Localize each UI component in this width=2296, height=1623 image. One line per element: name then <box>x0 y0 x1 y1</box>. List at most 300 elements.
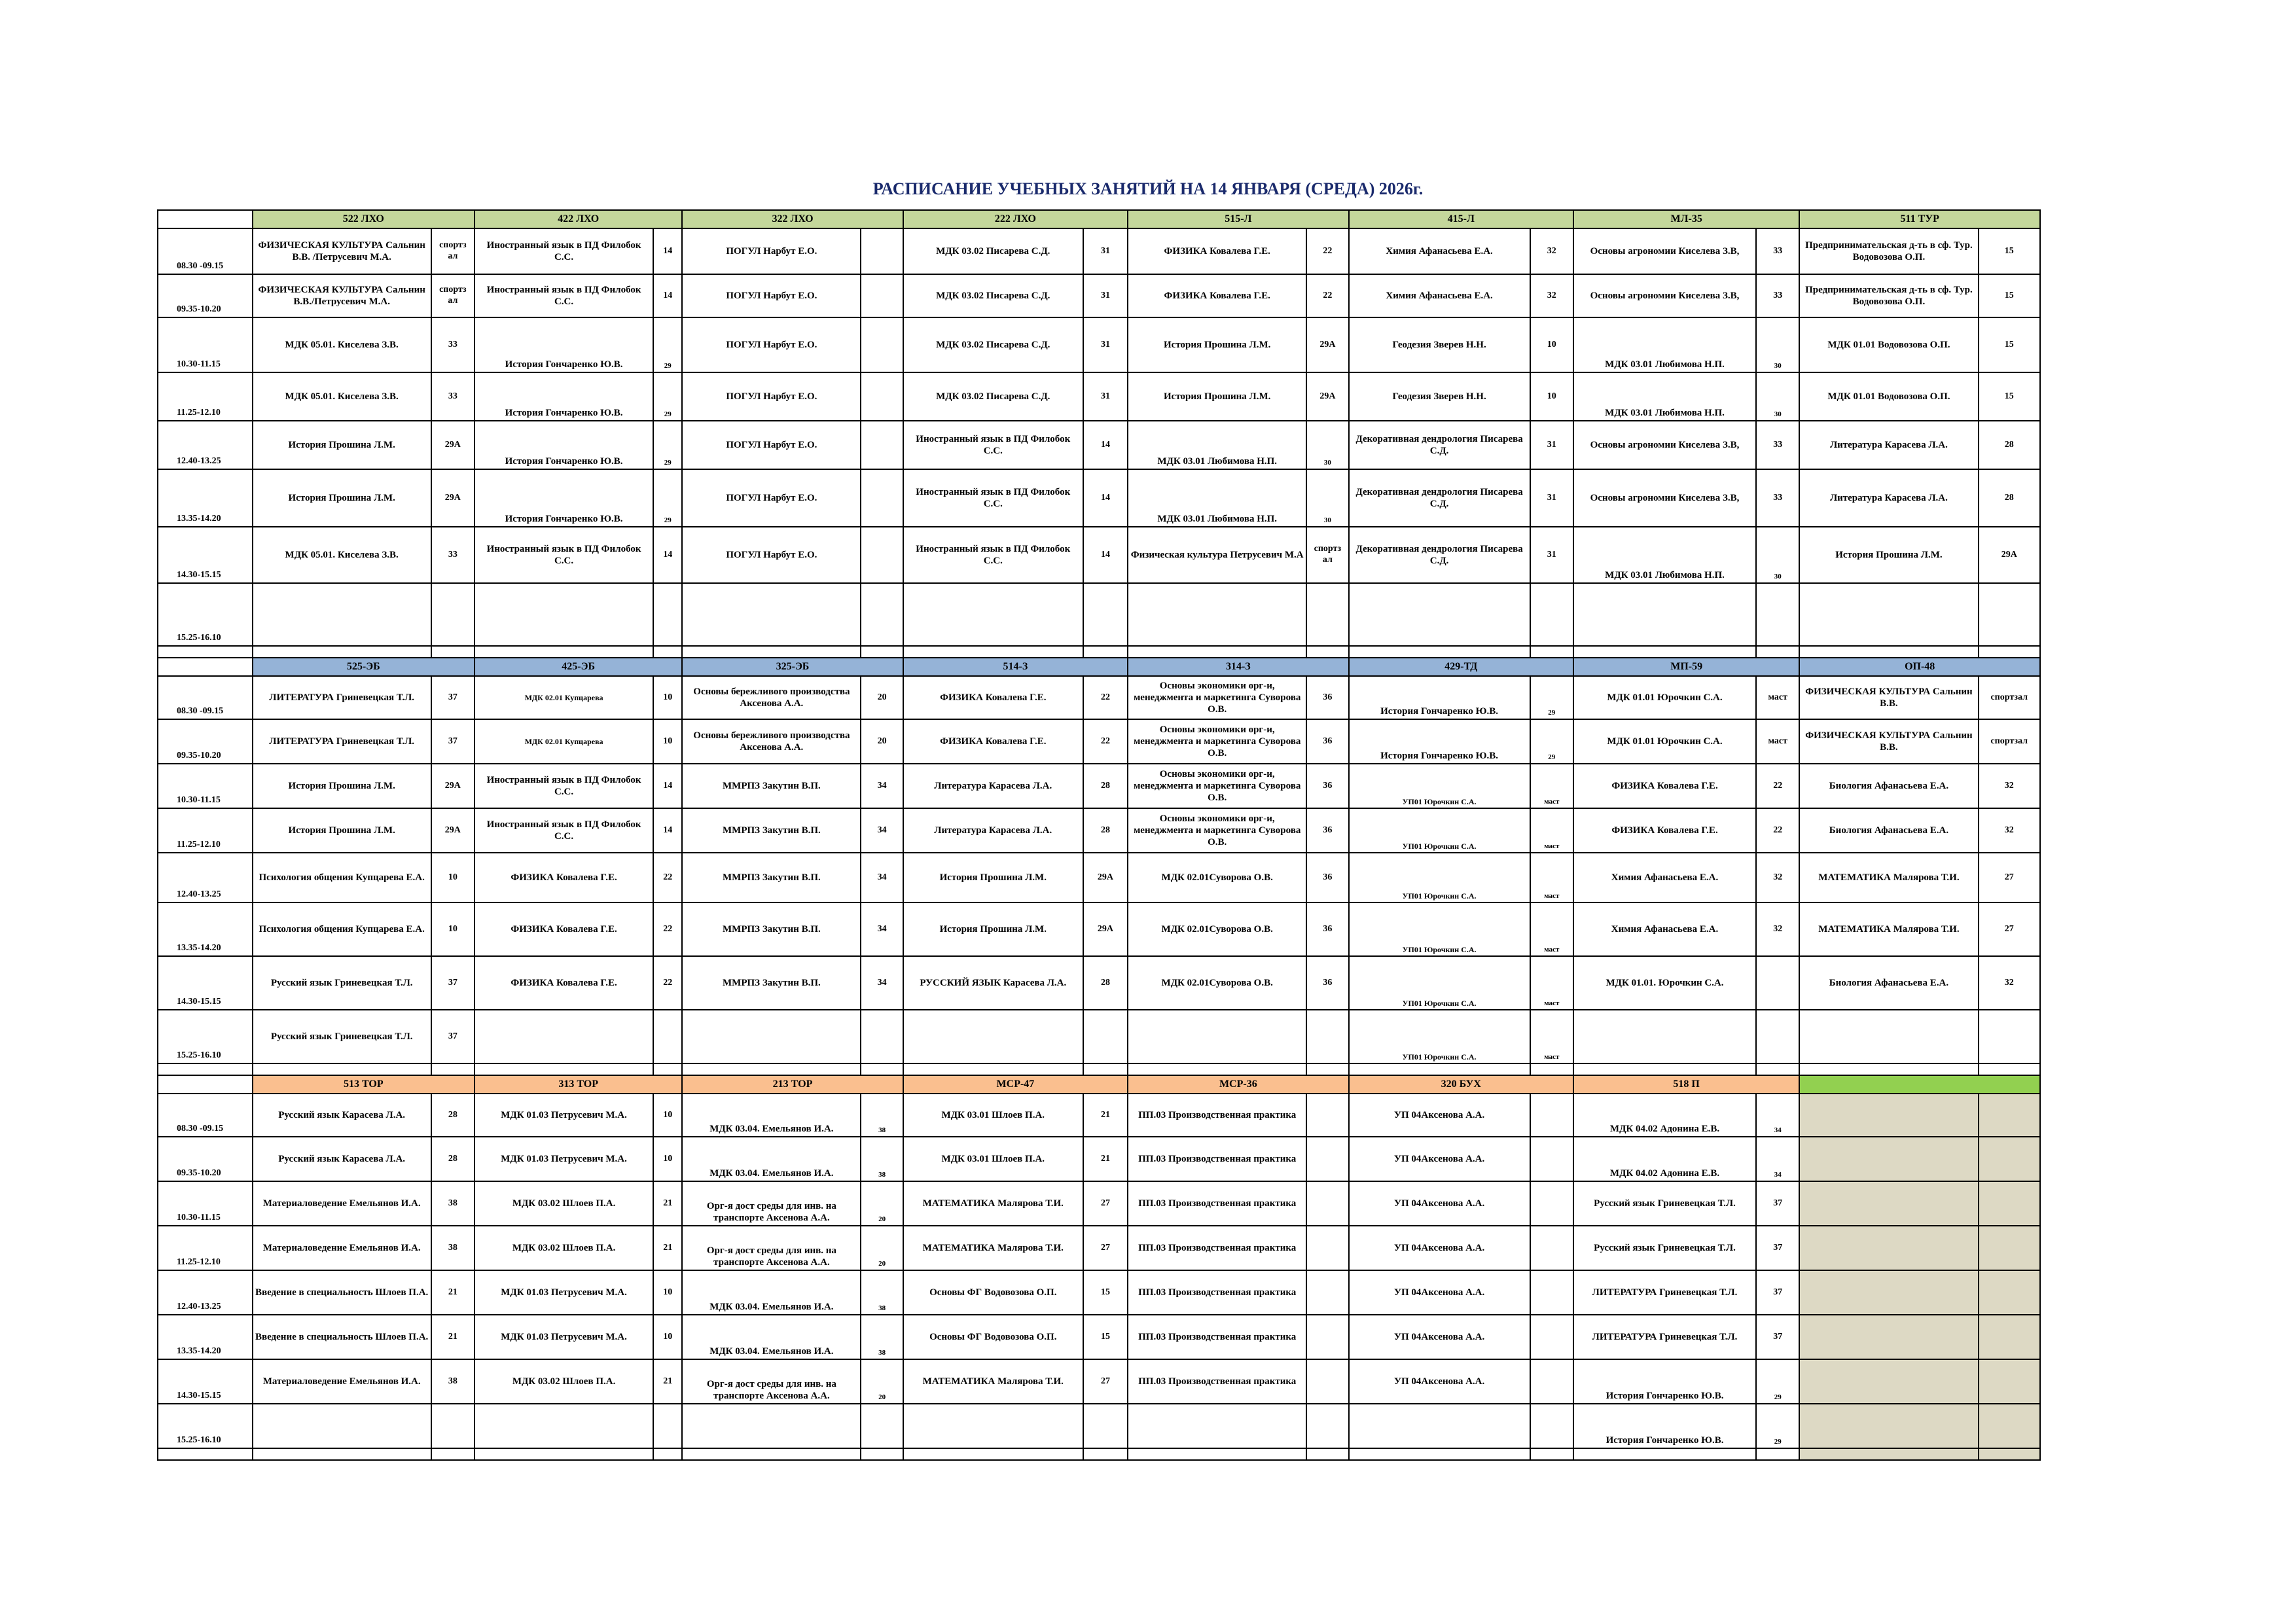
lesson-room: 30 <box>1756 527 1799 583</box>
lesson-subject <box>903 583 1083 646</box>
lesson-room: 33 <box>1756 421 1799 469</box>
spacer-cell <box>475 646 653 658</box>
lesson-room <box>861 421 903 469</box>
lesson-subject <box>682 1404 861 1448</box>
lesson-row <box>158 1270 2040 1315</box>
lesson-subject: Основы бережливого производства Аксенова А.А. <box>682 719 861 764</box>
lesson-row <box>158 1010 2040 1063</box>
group-header-row <box>158 658 2040 676</box>
lesson-subject: История Прошина Л.М. <box>1128 372 1306 421</box>
lesson-time: 15.25-16.10 <box>158 1010 253 1063</box>
lesson-subject: ЛИТЕРАТУРА Гриневецкая Т.Л. <box>1573 1315 1756 1359</box>
spacer-cell <box>653 646 682 658</box>
lesson-subject: История Гончаренко Ю.В. <box>475 421 653 469</box>
lesson-room <box>1756 956 1799 1010</box>
lesson-room: 20 <box>861 719 903 764</box>
lesson-subject: УП 04Аксенова А.А. <box>1349 1315 1530 1359</box>
lesson-subject: МДК 01.03 Петрусевич М.А. <box>475 1137 653 1181</box>
lesson-room: 32 <box>1756 853 1799 902</box>
lesson-subject: ММРПЗ Закутин В.П. <box>682 853 861 902</box>
lesson-time: 13.35-14.20 <box>158 469 253 527</box>
lesson-subject: МДК 03.01 Любимова Н.П. <box>1573 317 1756 372</box>
lesson-row <box>158 1315 2040 1359</box>
lesson-room: 22 <box>1756 808 1799 853</box>
lesson-subject: История Гончаренко Ю.В. <box>475 317 653 372</box>
lesson-room: 36 <box>1306 764 1348 808</box>
lesson-room: спортз ал <box>431 274 475 317</box>
lesson-room: 29 <box>1530 719 1573 764</box>
lesson-room: 30 <box>1756 372 1799 421</box>
lesson-subject: Русский язык Гриневецкая Т.Л. <box>253 1010 431 1063</box>
lesson-room: 22 <box>1083 719 1128 764</box>
lesson-room: 32 <box>1530 228 1573 274</box>
lesson-room: 22 <box>1306 274 1348 317</box>
lesson-subject: МДК 04.02 Адонина Е.В. <box>1573 1094 1756 1137</box>
lesson-subject: МДК 01.01 Водовозова О.П. <box>1799 372 1978 421</box>
lesson-subject: Русский язык Гриневецкая Т.Л. <box>1573 1181 1756 1226</box>
lesson-subject: МДК 03.01 Шлоев П.А. <box>903 1137 1083 1181</box>
group-name: 425-ЭБ <box>475 658 682 676</box>
spacer-cell <box>682 646 861 658</box>
spacer-cell <box>475 1448 653 1460</box>
lesson-room: 36 <box>1306 902 1348 956</box>
lesson-room: 28 <box>431 1137 475 1181</box>
lesson-subject: ПОГУЛ Нарбут Е.О. <box>682 421 861 469</box>
lesson-time: 12.40-13.25 <box>158 421 253 469</box>
lesson-room <box>861 1010 903 1063</box>
lesson-subject: ПОГУЛ Нарбут Е.О. <box>682 527 861 583</box>
lesson-subject: Русский язык Карасева Л.А. <box>253 1137 431 1181</box>
lesson-room: 33 <box>431 372 475 421</box>
lesson-room: спортз ал <box>1306 527 1348 583</box>
lesson-room: 27 <box>1979 902 2041 956</box>
lesson-room <box>1530 1270 1573 1315</box>
group-name: 322 ЛХО <box>682 210 903 228</box>
lesson-subject: МДК 01.03 Петрусевич М.А. <box>475 1094 653 1137</box>
group-name: 518 П <box>1573 1075 1799 1094</box>
lesson-subject: ПП.03 Производственная практика <box>1128 1137 1306 1181</box>
lesson-subject: МДК 02.01Суворова О.В. <box>1128 853 1306 902</box>
lesson-time: 09.35-10.20 <box>158 1137 253 1181</box>
lesson-room <box>1306 1010 1348 1063</box>
lesson-room: 29А <box>431 469 475 527</box>
lesson-room: 29А <box>1306 317 1348 372</box>
lesson-room: 33 <box>431 317 475 372</box>
lesson-room: 14 <box>653 274 682 317</box>
lesson-room: 14 <box>653 228 682 274</box>
lesson-room: 36 <box>1306 676 1348 719</box>
lesson-room: 31 <box>1083 228 1128 274</box>
lesson-subject: МДК 03.01 Любимова Н.П. <box>1128 469 1306 527</box>
lesson-room: 29А <box>1083 853 1128 902</box>
lesson-subject: УП01 Юрочкин С.А. <box>1349 902 1530 956</box>
lesson-subject: УП 04Аксенова А.А. <box>1349 1094 1530 1137</box>
lesson-subject: УП 04Аксенова А.А. <box>1349 1359 1530 1404</box>
lesson-subject: Предпринимательская д-ть в сф. Тур. Водовозова О.П. <box>1799 228 1978 274</box>
lesson-subject: МДК 03.01 Любимова Н.П. <box>1573 527 1756 583</box>
lesson-room: 21 <box>1083 1137 1128 1181</box>
lesson-room <box>431 1404 475 1448</box>
lesson-row <box>158 1359 2040 1404</box>
lesson-subject: МДК 03.01 Шлоев П.А. <box>903 1094 1083 1137</box>
lesson-room: 29 <box>653 317 682 372</box>
block-spacer-row <box>158 1063 2040 1075</box>
group-name: 415-Л <box>1349 210 1573 228</box>
lesson-subject: Биология Афанасьева Е.А. <box>1799 956 1978 1010</box>
lesson-time: 13.35-14.20 <box>158 902 253 956</box>
lesson-subject: ФИЗИКА Ковалева Г.Е. <box>1128 274 1306 317</box>
lesson-subject: УП 04Аксенова А.А. <box>1349 1137 1530 1181</box>
block-spacer-row <box>158 1448 2040 1460</box>
lesson-subject: МДК 01.03 Петрусевич М.А. <box>475 1315 653 1359</box>
lesson-subject: Иностранный язык в ПД Филобок С.С. <box>475 764 653 808</box>
lesson-room: 20 <box>861 1359 903 1404</box>
lesson-subject <box>682 1010 861 1063</box>
lesson-subject: ПОГУЛ Нарбут Е.О. <box>682 469 861 527</box>
lesson-room: 15 <box>1979 317 2041 372</box>
lesson-subject: Орг-я дост среды для инв. на транспорте Аксенова А.А. <box>682 1181 861 1226</box>
lesson-room <box>653 1404 682 1448</box>
lesson-room: маст <box>1756 719 1799 764</box>
lesson-subject: История Гончаренко Ю.В. <box>475 372 653 421</box>
lesson-room: 34 <box>1756 1137 1799 1181</box>
spacer-cell <box>1799 646 1978 658</box>
lesson-room: 10 <box>431 902 475 956</box>
lesson-subject: МДК 03.02 Шлоев П.А. <box>475 1359 653 1404</box>
lesson-time: 10.30-11.15 <box>158 764 253 808</box>
lesson-subject: Введение в специальность Шлоев П.А. <box>253 1270 431 1315</box>
lesson-subject: УП01 Юрочкин С.А. <box>1349 956 1530 1010</box>
lesson-subject: МДК 03.02 Шлоев П.А. <box>475 1226 653 1270</box>
lesson-room: 34 <box>861 808 903 853</box>
block-spacer-row <box>158 646 2040 658</box>
lesson-subject <box>1128 1010 1306 1063</box>
lesson-subject: История Прошина Л.М. <box>253 469 431 527</box>
lesson-subject <box>1799 1094 1978 1137</box>
spacer-cell <box>431 1448 475 1460</box>
lesson-subject: История Прошина Л.М. <box>1799 527 1978 583</box>
lesson-subject: ММРПЗ Закутин В.П. <box>682 808 861 853</box>
lesson-room <box>1756 1010 1799 1063</box>
spacer-cell <box>1979 646 2041 658</box>
lesson-subject: УП01 Юрочкин С.А. <box>1349 853 1530 902</box>
lesson-subject: УП01 Юрочкин С.А. <box>1349 764 1530 808</box>
lesson-room: 14 <box>1083 527 1128 583</box>
lesson-room <box>1530 1181 1573 1226</box>
lesson-room: 28 <box>1979 421 2041 469</box>
lesson-subject: Химия Афанасьева Е.А. <box>1349 228 1530 274</box>
lesson-time: 12.40-13.25 <box>158 853 253 902</box>
spacer-cell <box>1530 1063 1573 1075</box>
lesson-room: 21 <box>431 1315 475 1359</box>
lesson-subject: МДК 01.01 Юрочкин С.А. <box>1573 719 1756 764</box>
lesson-room: 29А <box>431 421 475 469</box>
lesson-subject: Материаловедение Емельянов И.А. <box>253 1181 431 1226</box>
lesson-row <box>158 719 2040 764</box>
lesson-room: 10 <box>653 1137 682 1181</box>
group-name: 525-ЭБ <box>253 658 475 676</box>
lesson-subject <box>1799 1359 1978 1404</box>
lesson-subject <box>475 583 653 646</box>
lesson-subject <box>253 1404 431 1448</box>
spacer-cell <box>1306 646 1348 658</box>
spacer-cell <box>1128 1063 1306 1075</box>
lesson-row <box>158 421 2040 469</box>
lesson-subject: Русский язык Гриневецкая Т.Л. <box>1573 1226 1756 1270</box>
lesson-room <box>1083 583 1128 646</box>
lesson-room: 21 <box>1083 1094 1128 1137</box>
lesson-room: 29 <box>1756 1404 1799 1448</box>
lesson-room: 29 <box>653 372 682 421</box>
lesson-room <box>1979 1181 2041 1226</box>
lesson-time: 14.30-15.15 <box>158 956 253 1010</box>
lesson-subject: ФИЗИЧЕСКАЯ КУЛЬТУРА Сальнин В.В./Петрусевич М.А. <box>253 274 431 317</box>
lesson-time: 12.40-13.25 <box>158 1270 253 1315</box>
spacer-cell <box>861 646 903 658</box>
lesson-room: 28 <box>1979 469 2041 527</box>
lesson-room: 10 <box>653 1315 682 1359</box>
lesson-subject <box>1799 1137 1978 1181</box>
lesson-time: 15.25-16.10 <box>158 1404 253 1448</box>
lesson-subject: МАТЕМАТИКА Малярова Т.И. <box>1799 902 1978 956</box>
lesson-subject: История Гончаренко Ю.В. <box>1349 676 1530 719</box>
spacer-cell <box>861 1448 903 1460</box>
lesson-room: 22 <box>653 956 682 1010</box>
lesson-subject: Иностранный язык в ПД Филобок С.С. <box>475 527 653 583</box>
lesson-subject: История Прошина Л.М. <box>253 764 431 808</box>
lesson-subject: Биология Афанасьева Е.А. <box>1799 808 1978 853</box>
lesson-subject <box>1349 583 1530 646</box>
lesson-room: 31 <box>1083 317 1128 372</box>
lesson-room: 20 <box>861 676 903 719</box>
lesson-room: 34 <box>861 902 903 956</box>
lesson-subject: ПОГУЛ Нарбут Е.О. <box>682 372 861 421</box>
group-name: МСР-36 <box>1128 1075 1348 1094</box>
lesson-room <box>1306 1181 1348 1226</box>
spacer-cell <box>903 1063 1083 1075</box>
lesson-room: спортз ал <box>431 228 475 274</box>
lesson-time: 08.30 -09.15 <box>158 228 253 274</box>
lesson-room <box>861 372 903 421</box>
group-name: 511 ТУР <box>1799 210 2040 228</box>
lesson-room: 38 <box>431 1359 475 1404</box>
lesson-subject: МДК 01.01. Юрочкин С.А. <box>1573 956 1756 1010</box>
lesson-room: 38 <box>861 1315 903 1359</box>
lesson-subject: МАТЕМАТИКА Малярова Т.И. <box>903 1359 1083 1404</box>
lesson-subject: ФИЗИКА Ковалева Г.Е. <box>1128 228 1306 274</box>
lesson-subject: ФИЗИЧЕСКАЯ КУЛЬТУРА Сальнин В.В. <box>1799 676 1978 719</box>
lesson-subject: МАТЕМАТИКА Малярова Т.И. <box>903 1181 1083 1226</box>
lesson-subject: Основы бережливого производства Аксенова А.А. <box>682 676 861 719</box>
group-name: 429-ТД <box>1349 658 1573 676</box>
lesson-subject: Основы агрономии Киселева З.В, <box>1573 421 1756 469</box>
lesson-time: 08.30 -09.15 <box>158 1094 253 1137</box>
lesson-subject: История Гончаренко Ю.В. <box>1573 1359 1756 1404</box>
group-name: МП-59 <box>1573 658 1799 676</box>
lesson-room: 36 <box>1306 956 1348 1010</box>
lesson-subject: ЛИТЕРАТУРА Гриневецкая Т.Л. <box>1573 1270 1756 1315</box>
spacer-cell <box>1128 1448 1306 1460</box>
lesson-subject: История Гончаренко Ю.В. <box>1349 719 1530 764</box>
lesson-subject: МАТЕМАТИКА Малярова Т.И. <box>903 1226 1083 1270</box>
lesson-subject: ФИЗИКА Ковалева Г.Е. <box>903 676 1083 719</box>
lesson-room <box>1979 1137 2041 1181</box>
lesson-room <box>1530 1137 1573 1181</box>
spacer-cell <box>653 1063 682 1075</box>
lesson-room: 33 <box>431 527 475 583</box>
lesson-subject: Орг-я дост среды для инв. на транспорте Аксенова А.А. <box>682 1359 861 1404</box>
lesson-subject: МДК 03.04. Емельянов И.А. <box>682 1315 861 1359</box>
lesson-room: 36 <box>1306 719 1348 764</box>
lesson-subject: История Прошина Л.М. <box>253 808 431 853</box>
lesson-room: 29А <box>431 808 475 853</box>
lesson-subject: Иностранный язык в ПД Филобок С.С. <box>475 228 653 274</box>
group-header-row <box>158 1075 2040 1094</box>
lesson-room <box>861 583 903 646</box>
spacer-cell <box>1573 1448 1756 1460</box>
lesson-subject: Иностранный язык в ПД Филобок С.С. <box>903 421 1083 469</box>
lesson-subject <box>1799 1270 1978 1315</box>
group-name: ОП-48 <box>1799 658 2040 676</box>
group-name: МЛ-35 <box>1573 210 1799 228</box>
lesson-subject: Литература Карасева Л.А. <box>1799 421 1978 469</box>
lesson-subject: Основы ФГ Водовозова О.П. <box>903 1315 1083 1359</box>
lesson-room: 14 <box>653 527 682 583</box>
lesson-room: 37 <box>1756 1270 1799 1315</box>
lesson-subject: ПП.03 Производственная практика <box>1128 1359 1306 1404</box>
lesson-subject: Основы экономики орг-и, менеджмента и маркетинга Суворова О.В. <box>1128 719 1306 764</box>
lesson-subject: Декоративная дендрология Писарева С.Д. <box>1349 421 1530 469</box>
lesson-subject: ПП.03 Производственная практика <box>1128 1094 1306 1137</box>
lesson-subject: МДК 04.02 Адонина Е.В. <box>1573 1137 1756 1181</box>
lesson-room: 38 <box>431 1226 475 1270</box>
lesson-subject: Психология общения Купцарева Е.А. <box>253 853 431 902</box>
lesson-room <box>1306 1315 1348 1359</box>
lesson-subject: МДК 02.01Суворова О.В. <box>1128 956 1306 1010</box>
header-corner <box>158 1075 253 1094</box>
lesson-subject: МДК 05.01. Киселева З.В. <box>253 317 431 372</box>
lesson-subject: Иностранный язык в ПД Филобок С.С. <box>903 469 1083 527</box>
spacer-cell <box>158 1063 253 1075</box>
lesson-subject: ФИЗИЧЕСКАЯ КУЛЬТУРА Сальнин В.В. /Петрусевич М.А. <box>253 228 431 274</box>
lesson-room: 31 <box>1083 274 1128 317</box>
spacer-cell <box>682 1063 861 1075</box>
spacer-cell <box>1530 1448 1573 1460</box>
lesson-subject: МДК 03.01 Любимова Н.П. <box>1573 372 1756 421</box>
lesson-room: 28 <box>1083 956 1128 1010</box>
lesson-subject: УП 04Аксенова А.А. <box>1349 1226 1530 1270</box>
lesson-room: 34 <box>1756 1094 1799 1137</box>
lesson-room: 15 <box>1979 372 2041 421</box>
lesson-room <box>1306 1137 1348 1181</box>
lesson-room: 37 <box>1756 1226 1799 1270</box>
spacer-cell <box>1306 1063 1348 1075</box>
lesson-subject: ФИЗИКА Ковалева Г.Е. <box>475 902 653 956</box>
lesson-row <box>158 228 2040 274</box>
lesson-subject: Русский язык Карасева Л.А. <box>253 1094 431 1137</box>
lesson-subject: История Прошина Л.М. <box>1128 317 1306 372</box>
spacer-cell <box>158 1448 253 1460</box>
lesson-subject: Химия Афанасьева Е.А. <box>1573 902 1756 956</box>
lesson-row <box>158 1181 2040 1226</box>
group-header-row <box>158 210 2040 228</box>
lesson-subject: ММРПЗ Закутин В.П. <box>682 956 861 1010</box>
lesson-room <box>1979 1010 2041 1063</box>
lesson-room <box>861 469 903 527</box>
lesson-room: маст <box>1530 808 1573 853</box>
lesson-room: 38 <box>861 1094 903 1137</box>
lesson-row <box>158 1094 2040 1137</box>
lesson-subject: МДК 03.04. Емельянов И.А. <box>682 1137 861 1181</box>
lesson-subject: МДК 03.01 Любимова Н.П. <box>1128 421 1306 469</box>
lesson-row <box>158 1404 2040 1448</box>
lesson-room: 37 <box>431 719 475 764</box>
lesson-room <box>1530 1359 1573 1404</box>
lesson-subject: Основы агрономии Киселева З.В, <box>1573 469 1756 527</box>
lesson-room <box>653 1010 682 1063</box>
lesson-room: 29 <box>1756 1359 1799 1404</box>
lesson-room: 38 <box>431 1181 475 1226</box>
lesson-subject: УП 04Аксенова А.А. <box>1349 1181 1530 1226</box>
lesson-time: 09.35-10.20 <box>158 719 253 764</box>
lesson-subject: УП 04Аксенова А.А. <box>1349 1270 1530 1315</box>
lesson-subject <box>903 1404 1083 1448</box>
spacer-cell <box>1349 1448 1530 1460</box>
lesson-subject: МДК 03.02 Писарева С.Д. <box>903 372 1083 421</box>
lesson-subject: РУССКИЙ ЯЗЫК Карасева Л.А. <box>903 956 1083 1010</box>
lesson-subject <box>1799 1404 1978 1448</box>
lesson-room: 34 <box>861 764 903 808</box>
lesson-row <box>158 956 2040 1010</box>
lesson-room: 10 <box>653 1094 682 1137</box>
spacer-cell <box>653 1448 682 1460</box>
lesson-subject: МДК 02.01Суворова О.В. <box>1128 902 1306 956</box>
lesson-room: 37 <box>1756 1315 1799 1359</box>
spacer-cell <box>1799 1448 1978 1460</box>
lesson-subject <box>903 1010 1083 1063</box>
lesson-room <box>1306 1359 1348 1404</box>
lesson-subject: Литература Карасева Л.А. <box>903 808 1083 853</box>
lesson-room <box>1306 1404 1348 1448</box>
group-name: 213 ТОР <box>682 1075 903 1094</box>
lesson-subject: ЛИТЕРАТУРА Гриневецкая Т.Л. <box>253 676 431 719</box>
spacer-cell <box>253 646 431 658</box>
lesson-subject: МДК 01.01 Водовозова О.П. <box>1799 317 1978 372</box>
lesson-room: 37 <box>431 956 475 1010</box>
lesson-subject: Русский язык Гриневецкая Т.Л. <box>253 956 431 1010</box>
lesson-subject: Иностранный язык в ПД Филобок С.С. <box>903 527 1083 583</box>
lesson-room: 29 <box>653 469 682 527</box>
lesson-row <box>158 676 2040 719</box>
lesson-room: маст <box>1530 1010 1573 1063</box>
lesson-subject <box>1573 1010 1756 1063</box>
lesson-room: 36 <box>1306 853 1348 902</box>
lesson-subject <box>1799 1315 1978 1359</box>
lesson-subject: Химия Афанасьева Е.А. <box>1573 853 1756 902</box>
spacer-cell <box>903 1448 1083 1460</box>
lesson-room <box>861 1404 903 1448</box>
lesson-subject: МДК 03.02 Писарева С.Д. <box>903 228 1083 274</box>
lesson-room: 30 <box>1306 469 1348 527</box>
lesson-subject: МДК 05.01. Киселева З.В. <box>253 372 431 421</box>
lesson-room: маст <box>1530 853 1573 902</box>
spacer-cell <box>1128 646 1306 658</box>
group-name: 422 ЛХО <box>475 210 682 228</box>
spacer-cell <box>1573 1063 1756 1075</box>
lesson-row <box>158 1137 2040 1181</box>
lesson-room: 31 <box>1530 527 1573 583</box>
lesson-time: 10.30-11.15 <box>158 317 253 372</box>
